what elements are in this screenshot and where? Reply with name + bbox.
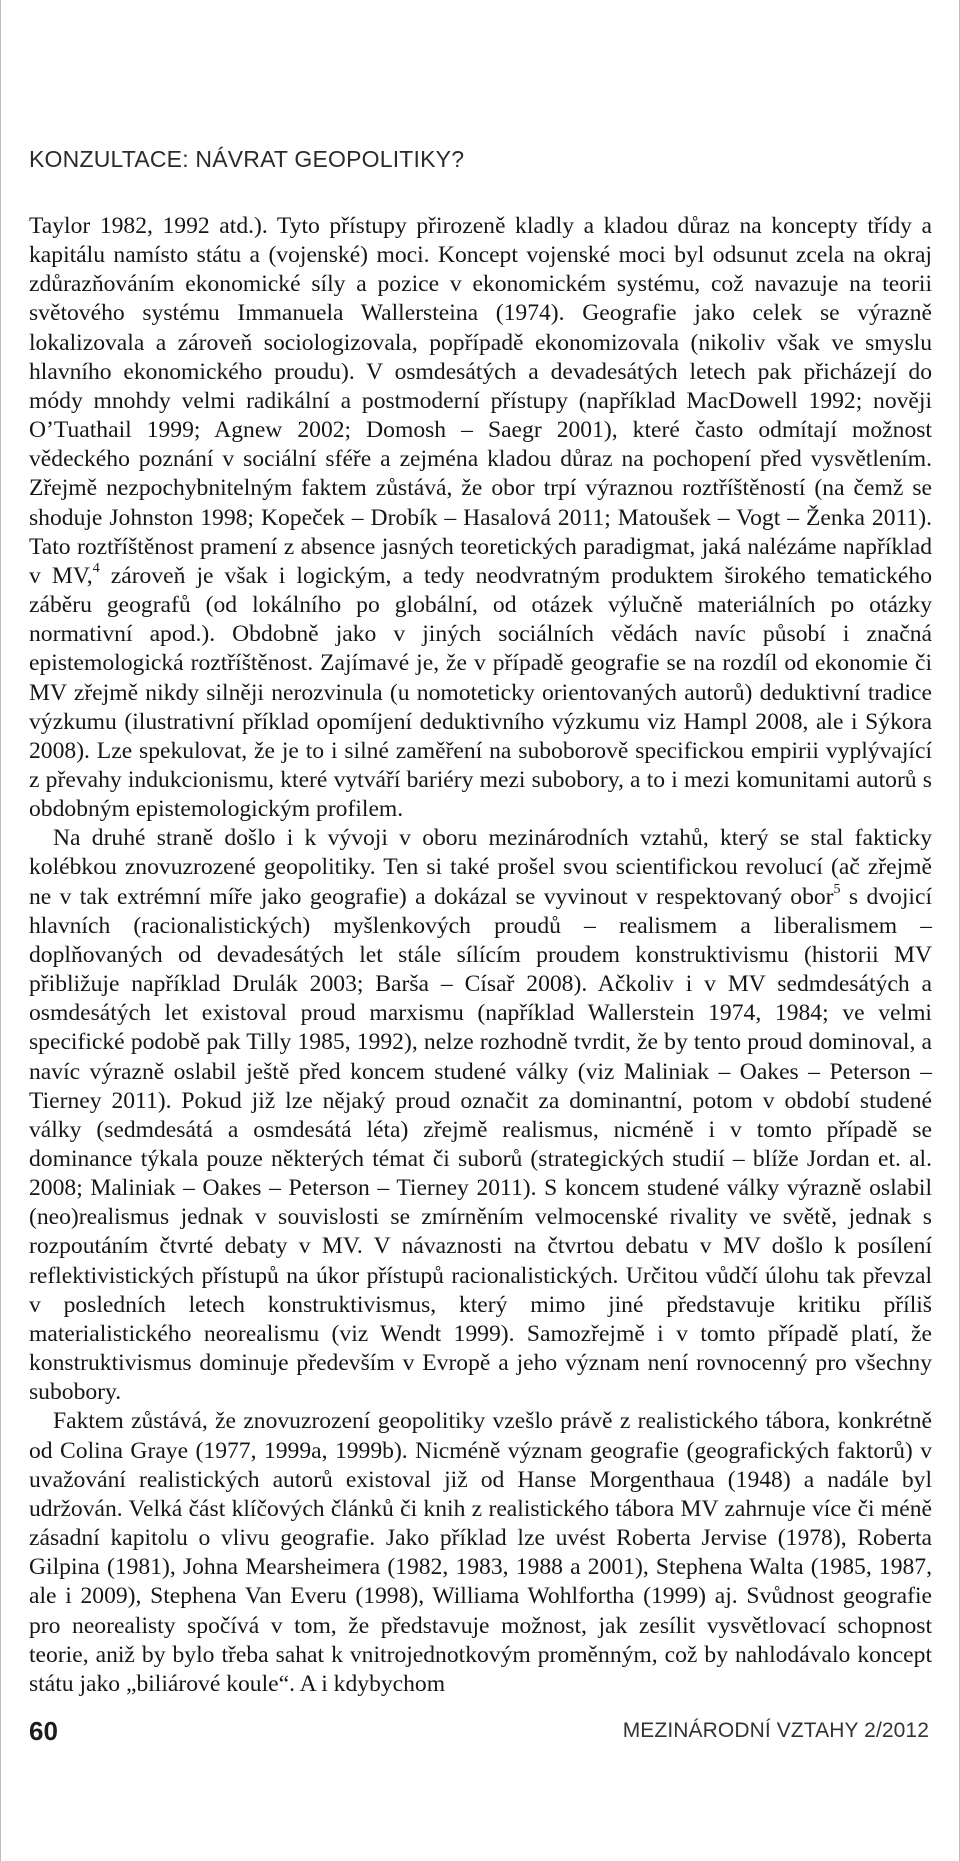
article-body (29, 212, 932, 1699)
paragraph-2-text-b: s dvojicí hlavních (racionalistických) myšlenkových proudů – realismem a liberalismem – doplňovaných od devadesátých let stále sílícím proudem konstruktivismu (historii MV přibližuje například Drulák 2003; Barša – Císař 2008). Ačkoliv i v MV sedmdesátých a osmdesátých let existoval proud marxismu (například Wallerstein 1974, 1984; ve velmi specifické podobě pak Tilly 1985, 1992), nelze rozhodně tvrdit, že by tento proud dominoval, a navíc výrazně oslabil ještě před koncem studené války (viz Maliniak – Oakes – Peterson – Tierney 2011). Pokud již lze nějaký proud označit za dominantní, potom v období studené války (sedmdesátá a osmdesátá léta) zřejmě realismus, nicméně i v tomto případě se dominance týkala pouze některých témat či suborů (strategických studií – blíže Jordan et. al. 2008; Maliniak – Oakes – Peterson – Tierney 2011). S koncem studené války výrazně oslabil (neo)realismus jednak v souvislosti se zmírněním velmocenské rivality ve světě, jednak s rozpoutáním čtvrté debaty v MV. V návaznosti na čtvrtou debatu v MV došlo k posílení reflektivistických přístupů na úkor přístupů racionalistických. Určitou vůdčí úlohu tak převzal v posledních letech konstruktivismus, který mimo jiné představuje kritiku příliš materialistického neorealismu (viz Wendt 1999). Samozřejmě i v tomto případě platí, že konstruktivismus dominuje především v Evropě a jeho význam není rovnocenný pro všechny subobory. (29, 883, 932, 1406)
journal-issue: MEZINÁRODNÍ VZTAHY 2/2012 (622, 1719, 929, 1742)
paragraph-2-text-a: Na druhé straně došlo i k vývoji v oboru mezinárodních vztahů, který se stal fakticky kolébkou znovuzrozené geopolitiky. Ten si také prošel svou scientifickou revolucí (ač zřejmě ne v tak extrémní míře jako geografie) a dokázal se vyvinout v respektovaný obor (29, 825, 932, 910)
paragraph-1-text-b: zároveň je však i logickým, a tedy neodvratným produktem širokého tematického záběru geografů (od lokálního po globální, od otázek výlučně materiálních po otázky normativní apod.). Obdobně jako v jiných sociálních vědách navíc působí i značná epistemologická roztříštěnost. Zajímavé je, že v případě geografie se na rozdíl od ekonomie či MV zřejmě nikdy silněji nerozvinula (u nomoteticky orientovaných autorů) deduktivní tradice výzkumu (ilustrativní příklad opomíjení deduktivního výzkumu viz Hampl 2008, ale i Sýkora 2008). Lze spekulovat, že je to i silné zaměření na suboborově specifickou empirii vyplývající z převahy indukcionismu, které vytváří bariéry mezi subobory, a to i mezi komunitami autorů s obdobným epistemologickým profilem. (29, 562, 932, 823)
paragraph-2 (29, 824, 932, 1407)
paragraph-3: Faktem zůstává, že znovuzrození geopolitiky vzešlo právě z realistického tábora, konkrétně od Colina Graye (1977, 1999a, 1999b). Nicméně význam geografie (geografických faktorů) v uvažování realistických autorů existoval již od Hanse Morgenthaua (1948) a nadále byl udržován. Velká část klíčových článků či knih z realistického tábora MV zahrnuje více či méně zásadní kapitolu o vlivu geografie. Jako příklad lze uvést Roberta Jervise (1978), Roberta Gilpina (1981), Johna Mearsheimera (1982, 1983, 1988 a 2001), Stephena Walta (1985, 1987, ale i 2009), Stephena Van Everu (1998), Williama Wohlfortha (1999) aj. Svůdnost geografie pro neorealisty spočívá v tom, že představuje možnost, jak zesílit vysvětlovací schopnost teorie, aniž by bylo třeba sahat k vnitrojednotkovým proměnným, což by nahlodávalo koncept státu jako „biliárové koule“. A i kdybychom (29, 1408, 932, 1697)
footnote-ref-5[interactable]: 5 (833, 881, 841, 897)
page-number: 60 (29, 1716, 58, 1746)
paragraph-1 (29, 212, 932, 824)
running-title: KONZULTACE: NÁVRAT GEOPOLITIKY? (29, 146, 465, 172)
footnote-ref-4[interactable]: 4 (92, 561, 100, 577)
paragraph-1-text-a: Taylor 1982, 1992 atd.). Tyto přístupy přirozeně kladly a kladou důraz na koncepty třídy a kapitálu namísto státu a (vojenské) moci. Koncept vojenské moci byl odsunut zcela na okraj zdůrazňováním ekonomické síly a pozice v ekonomickém systému, což navazuje na teorii světového systému Immanuela Wallersteina (1974). Geografie jako celek se výrazně lokalizovala a zároveň sociologizovala, popřípadě ekonomizovala (nikoliv však ve smyslu hlavního ekonomického proudu). V osmdesátých a devadesátých letech pak přicházejí do módy mnohdy velmi radikální a postmoderní přístupy (například MacDowell 1992; nověji O’Tuathail 1999; Agnew 2002; Domosh – Saegr 2001), které často odmítají možnost vědeckého poznání v sociální sféře a zejména kladou důraz na pochopení před vysvětlením. Zřejmě nezpochybnitelným faktem zůstává, že obor trpí výraznou roztříštěností (na čemž se shoduje Johnston 1998; Kopeček – Drobík – Hasalová 2011; Matoušek – Vogt – Ženka 2011). Tato roztříštěnost pramení z absence jasných teoretických paradigmat, jaká nalézáme například v MV, (29, 213, 932, 589)
